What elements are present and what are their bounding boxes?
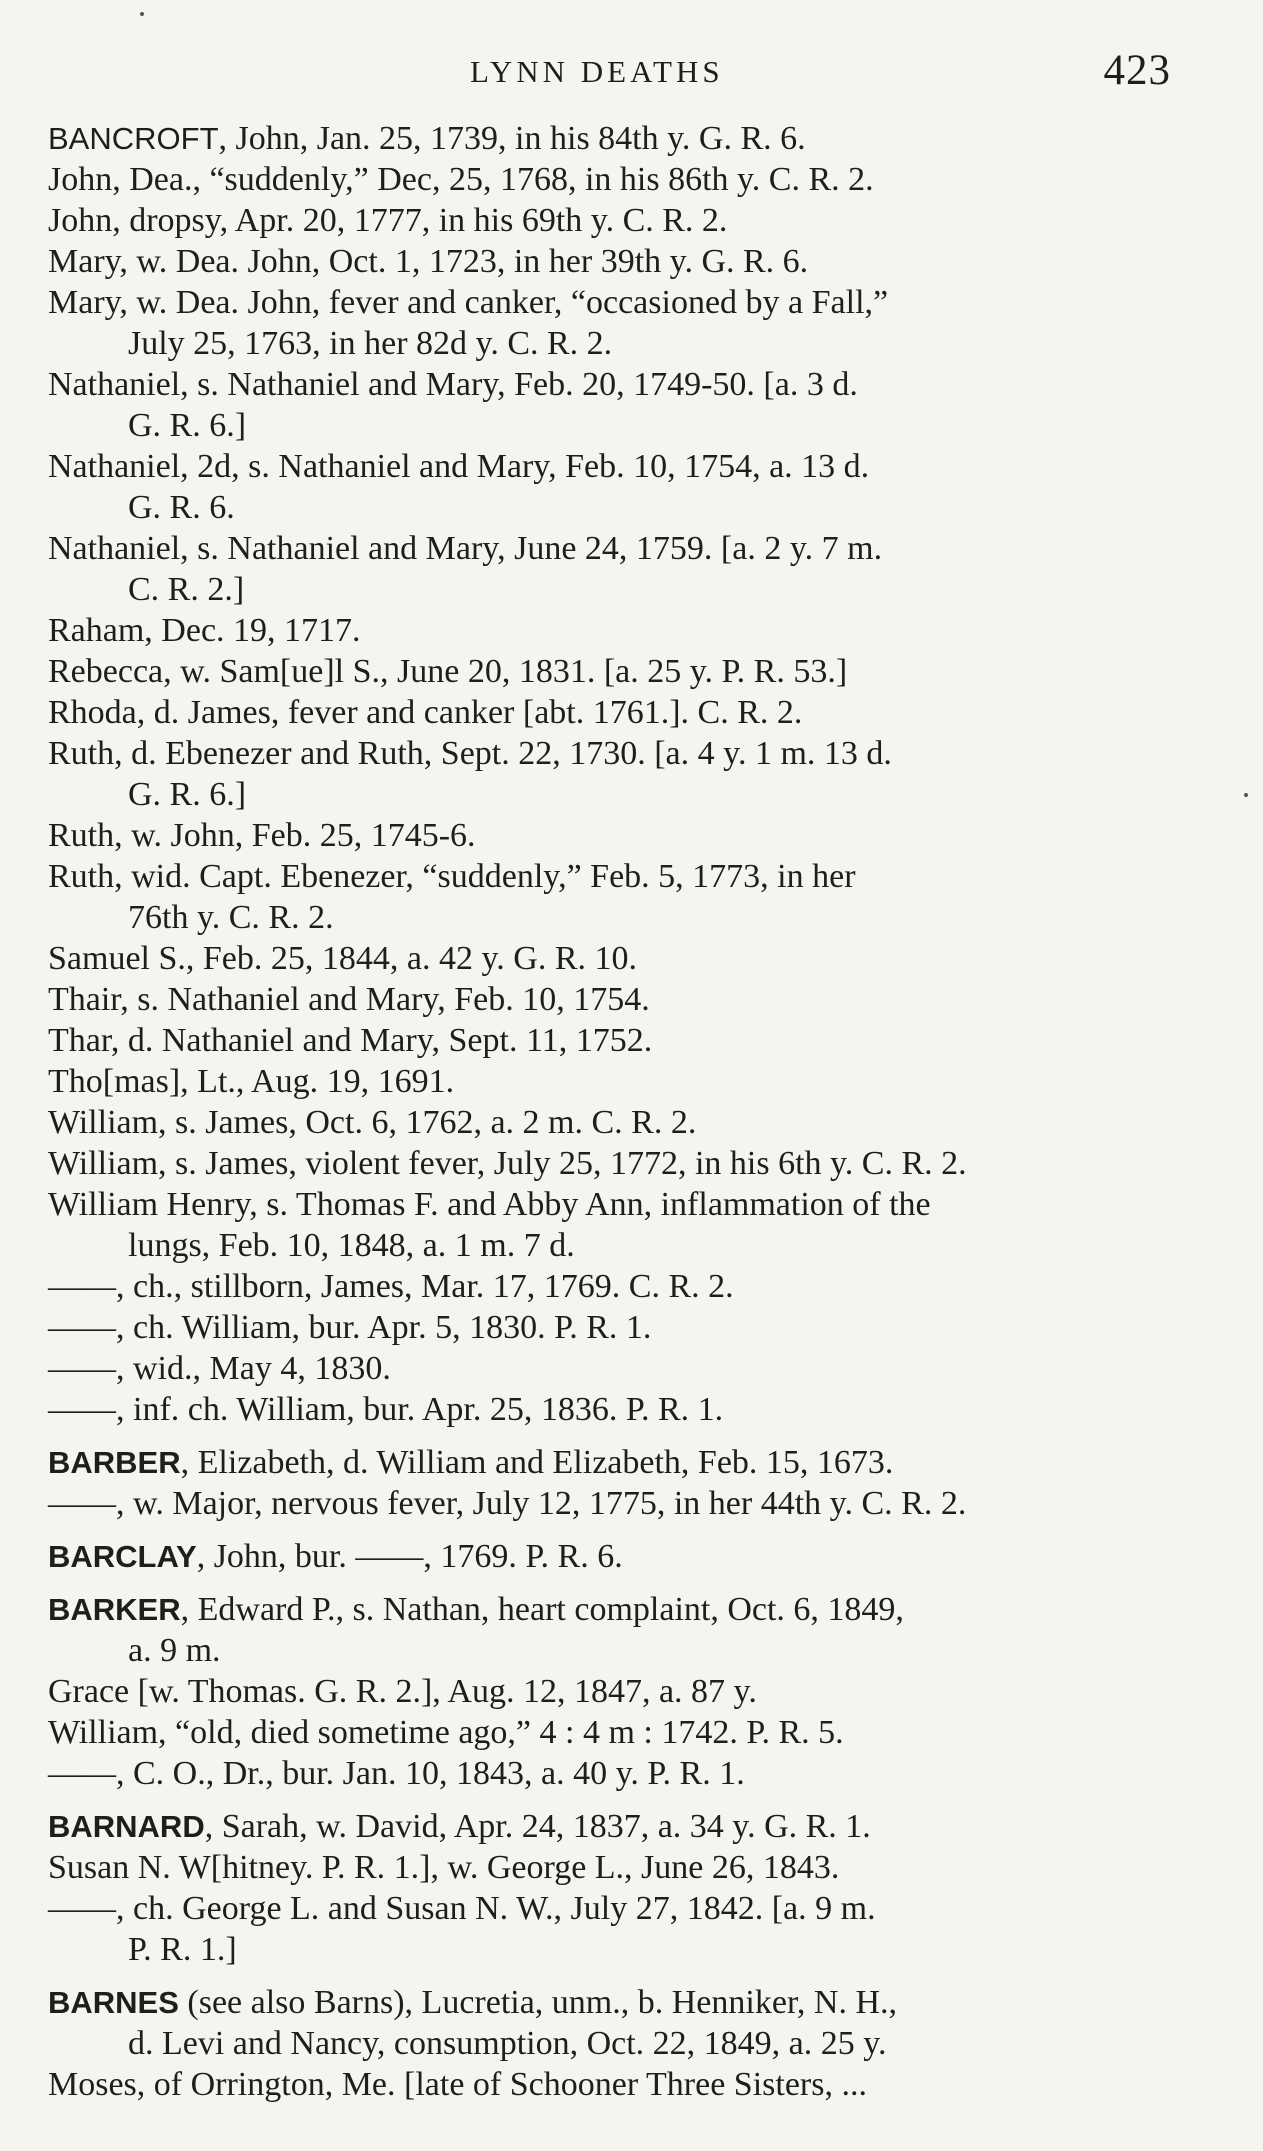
record-surname: BARNES [48,1985,179,2020]
record-text: Susan N. W[hitney. P. R. 1.], w. George L., June 26, 1843. [48,1849,840,1886]
death-record [48,446,1178,528]
record-text: ——, inf. ch. William, bur. Apr. 25, 1836. P. R. 1. [48,1391,724,1428]
death-record [48,1589,1178,1671]
record-text: Mary, w. Dea. John, fever and canker, “occasioned by a Fall,” [48,284,889,321]
record-text: Raham, Dec. 19, 1717. [48,612,361,649]
record-text: Nathaniel, 2d, s. Nathaniel and Mary, Feb. 10, 1754, a. 13 d. [48,448,870,485]
record-continuation: P. R. 1.] [128,1931,237,1968]
record-text: , John, bur. ——, 1769. P. R. 6. [196,1538,623,1575]
death-record [48,1888,1178,1970]
record-continuation: d. Levi and Nancy, consumption, Oct. 22, 1849, a. 25 y. [128,2025,887,2062]
death-record [48,241,1178,282]
record-text: Nathaniel, s. Nathaniel and Mary, June 24, 1759. [a. 2 y. 7 m. [48,530,883,567]
scan-speck [140,12,144,16]
record-surname: BARNARD [48,1809,205,1844]
death-record [48,1536,1178,1577]
record-text: ——, wid., May 4, 1830. [48,1350,391,1387]
record-continuation: 76th y. C. R. 2. [128,899,334,936]
death-record [48,1102,1178,1143]
running-title: LYNN DEATHS [470,54,724,89]
record-text: ——, ch. William, bur. Apr. 5, 1830. P. R. 1. [48,1309,652,1346]
scan-speck [1244,793,1248,797]
record-text: Rhoda, d. James, fever and canker [abt. 1761.]. C. R. 2. [48,694,803,731]
record-text: , Sarah, w. David, Apr. 24, 1837, a. 34 y. G. R. 1. [204,1808,871,1845]
death-record [48,1442,1178,1483]
record-text: Ruth, w. John, Feb. 25, 1745-6. [48,817,476,854]
record-text: ——, ch. George L. and Susan N. W., July 27, 1842. [a. 9 m. [48,1890,876,1927]
record-text: William, s. James, violent fever, July 25, 1772, in his 6th y. C. R. 2. [48,1145,967,1182]
death-record [48,651,1178,692]
record-continuation: G. R. 6.] [128,776,247,813]
death-record [48,1806,1178,1847]
record-text: Ruth, wid. Capt. Ebenezer, “suddenly,” Feb. 5, 1773, in her [48,858,856,895]
record-text: (see also Barns), Lucretia, unm., b. Henniker, N. H., [178,1984,898,2021]
record-continuation: a. 9 m. [128,1632,221,1669]
death-record [48,1184,1178,1266]
record-surname: BARBER [48,1445,181,1480]
death-record [48,1671,1178,1712]
death-record [48,282,1178,364]
death-record [48,1712,1178,1753]
death-record [48,1847,1178,1888]
record-text: Grace [w. Thomas. G. R. 2.], Aug. 12, 1847, a. 87 y. [48,1673,757,1710]
record-text: Thar, d. Nathaniel and Mary, Sept. 11, 1752. [48,1022,653,1059]
death-record [48,815,1178,856]
death-record [48,1266,1178,1307]
death-record [48,1483,1178,1524]
page-header [0,46,1263,106]
death-record [48,938,1178,979]
death-record [48,159,1178,200]
record-text: , John, Jan. 25, 1739, in his 84th y. G. R. 6. [218,120,806,157]
record-surname: BANCROFT [48,121,219,156]
death-record [48,692,1178,733]
death-record [48,364,1178,446]
record-text: Tho[mas], Lt., Aug. 19, 1691. [48,1063,455,1100]
record-text: Samuel S., Feb. 25, 1844, a. 42 y. G. R. 10. [48,940,638,977]
record-text: William, s. James, Oct. 6, 1762, a. 2 m. C. R. 2. [48,1104,697,1141]
record-surname: BARKER [48,1592,181,1627]
death-record [48,733,1178,815]
death-record [48,1753,1178,1794]
death-record [48,1307,1178,1348]
death-record [48,856,1178,938]
death-record [48,1389,1178,1430]
death-record [48,1061,1178,1102]
record-continuation: July 25, 1763, in her 82d y. C. R. 2. [128,325,613,362]
death-record [48,2064,1178,2105]
record-text: Nathaniel, s. Nathaniel and Mary, Feb. 20, 1749-50. [a. 3 d. [48,366,858,403]
page-number: 423 [1103,47,1171,94]
record-text: Mary, w. Dea. John, Oct. 1, 1723, in her 39th y. G. R. 6. [48,243,809,280]
death-record [48,118,1178,159]
death-record [48,1143,1178,1184]
record-text: Thair, s. Nathaniel and Mary, Feb. 10, 1754. [48,981,650,1018]
record-text: William, “old, died sometime ago,” 4 : 4 m : 1742. P. R. 5. [48,1714,844,1751]
death-records-list [48,118,1178,2105]
record-continuation: lungs, Feb. 10, 1848, a. 1 m. 7 d. [128,1227,575,1264]
record-text: ——, w. Major, nervous fever, July 12, 1775, in her 44th y. C. R. 2. [48,1485,967,1522]
record-surname: BARCLAY [48,1539,197,1574]
record-text: Ruth, d. Ebenezer and Ruth, Sept. 22, 1730. [a. 4 y. 1 m. 13 d. [48,735,892,772]
record-text: Rebecca, w. Sam[ue]l S., June 20, 1831. [a. 25 y. P. R. 53.] [48,653,848,690]
death-record [48,1348,1178,1389]
death-record [48,200,1178,241]
record-continuation: G. R. 6.] [128,407,247,444]
record-text: John, dropsy, Apr. 20, 1777, in his 69th y. C. R. 2. [48,202,728,239]
death-record [48,528,1178,610]
record-text: , Elizabeth, d. William and Elizabeth, Feb. 15, 1673. [180,1444,894,1481]
record-continuation: C. R. 2.] [128,571,245,608]
record-text: William Henry, s. Thomas F. and Abby Ann, inflammation of the [48,1186,931,1223]
record-text: , Edward P., s. Nathan, heart complaint, Oct. 6, 1849, [180,1591,904,1628]
death-record [48,1020,1178,1061]
death-record [48,1982,1178,2064]
record-text: ——, C. O., Dr., bur. Jan. 10, 1843, a. 40 y. P. R. 1. [48,1755,745,1792]
death-record [48,610,1178,651]
record-text: Moses, of Orrington, Me. [late of Schooner Three Sisters, ... [48,2066,867,2103]
death-record [48,979,1178,1020]
record-continuation: G. R. 6. [128,489,235,526]
record-text: John, Dea., “suddenly,” Dec, 25, 1768, in his 86th y. C. R. 2. [48,161,874,198]
record-text: ——, ch., stillborn, James, Mar. 17, 1769. C. R. 2. [48,1268,734,1305]
